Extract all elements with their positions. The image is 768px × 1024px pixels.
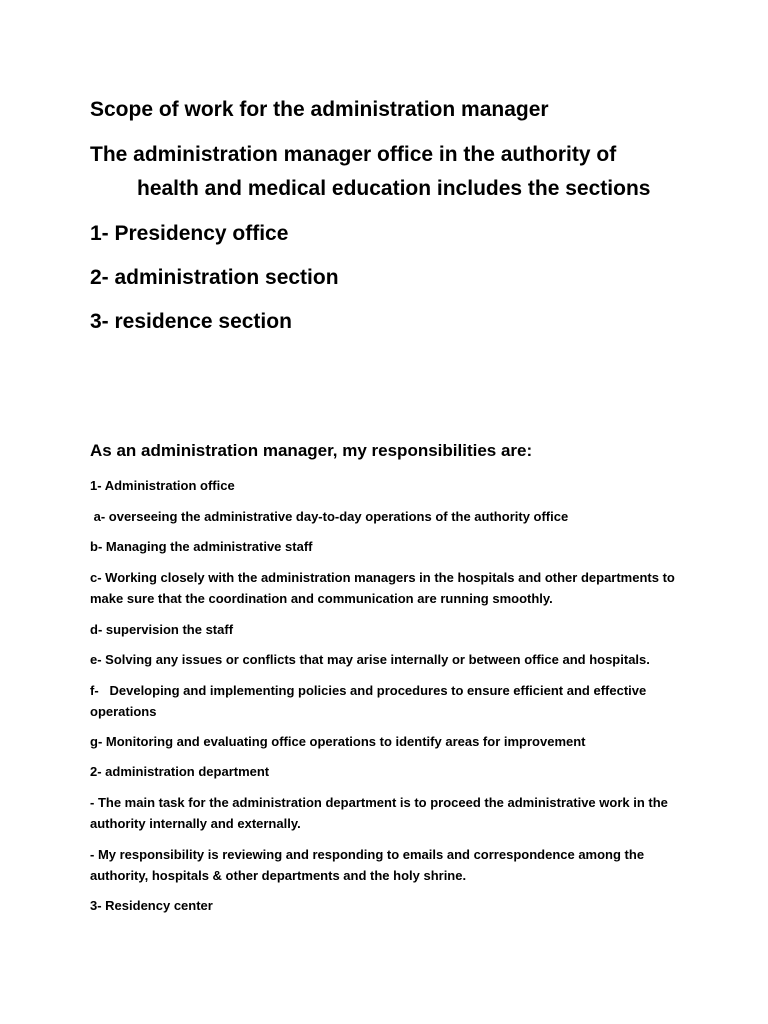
section-item: 2- administration section: [90, 266, 339, 289]
section-item: 1- Presidency office: [90, 222, 289, 245]
list-item: d- supervision the staff: [90, 622, 234, 637]
list-item: 2- administration department: [90, 764, 270, 779]
document-title: Scope of work for the administration manager: [90, 98, 549, 121]
list-item: a- overseeing the administrative day-to-day operations of the authority office: [90, 509, 569, 524]
list-item: - The main task for the administration department is to proceed the administrative work in the authority internally and externally.: [90, 795, 668, 831]
list-item: 1- Administration office: [90, 478, 235, 493]
section-item: 3- residence section: [90, 310, 292, 333]
list-item: f- Developing and implementing policies and procedures to ensure efficient and effective operations: [90, 683, 650, 719]
list-item: - My responsibility is reviewing and responding to emails and correspondence among the authority, hospitals & other departments and the holy shrine.: [90, 847, 645, 883]
intro-line-2: health and medical education includes the sections: [137, 177, 651, 200]
list-item: g- Monitoring and evaluating office operations to identify areas for improvement: [90, 734, 586, 749]
list-item: e- Solving any issues or conflicts that may arise internally or between office and hospitals.: [90, 652, 650, 667]
responsibilities-heading: As an administration manager, my responsibilities are:: [90, 441, 533, 460]
list-item: b- Managing the administrative staff: [90, 539, 313, 554]
list-item: 3- Residency center: [90, 898, 213, 913]
list-item: c- Working closely with the administration managers in the hospitals and other departments to make sure that the coordination and communication are running smoothly.: [90, 570, 675, 606]
intro-line-1: The administration manager office in the authority of: [90, 143, 617, 166]
